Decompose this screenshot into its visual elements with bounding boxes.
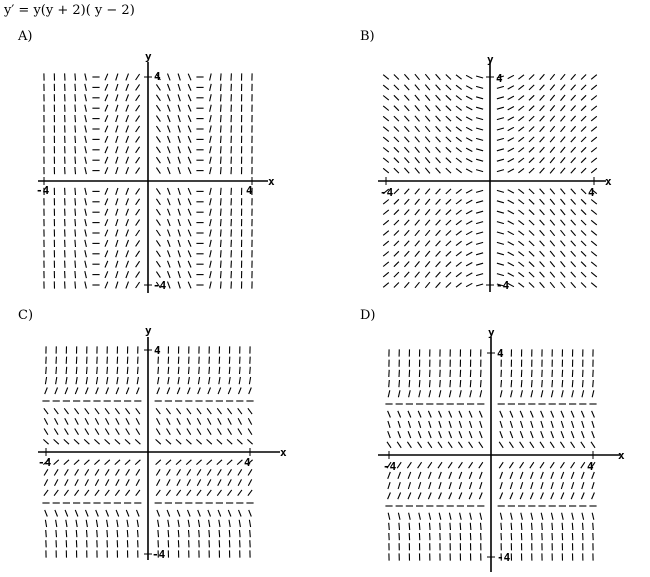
slope-segment [593, 380, 594, 387]
slope-segment [521, 390, 523, 397]
slope-segment [439, 493, 442, 500]
slope-segment [419, 523, 420, 530]
slope-segment [469, 411, 472, 418]
slope-segment [510, 493, 513, 500]
slope-segment [439, 431, 442, 438]
slope-segment [541, 513, 543, 520]
slope-segment [511, 390, 513, 397]
slope-segment [408, 431, 411, 438]
slope-segment [521, 523, 522, 530]
slope-segment [439, 472, 442, 479]
slope-segment [438, 442, 442, 448]
y-axis-label: y [145, 50, 152, 63]
slope-segment [510, 431, 513, 438]
slope-segment [550, 442, 554, 448]
slope-segment [551, 513, 553, 520]
slope-segment [592, 472, 595, 479]
slope-segment [500, 513, 502, 520]
slope-segment [470, 380, 471, 387]
slope-segment [530, 493, 533, 500]
slope-segment [398, 513, 400, 520]
x-min-label: -4 [36, 184, 50, 197]
slope-segment [389, 380, 390, 387]
slope-segment [409, 513, 411, 520]
slope-segment [439, 421, 441, 428]
slope-segment [582, 421, 584, 428]
y-max-label: 4 [154, 344, 161, 357]
slope-segment [530, 442, 534, 448]
x-axis-label: x [605, 175, 612, 188]
slope-segment [499, 462, 503, 468]
slope-segment [388, 390, 390, 397]
slope-segment [541, 390, 543, 397]
slope-segment [398, 493, 401, 500]
slope-segment [439, 513, 441, 520]
slope-segment [560, 442, 564, 448]
slope-segment [398, 411, 401, 418]
slope-segment [583, 523, 584, 530]
slope-segment [582, 390, 584, 397]
slope-segment [511, 513, 513, 520]
slope-segment [397, 462, 401, 468]
slope-segment [572, 380, 573, 387]
slope-segment [581, 493, 584, 500]
slope-segment [571, 442, 575, 448]
slope-segment [592, 482, 594, 489]
slope-segment [479, 411, 482, 418]
slope-segment [429, 482, 431, 489]
slope-segment [469, 462, 473, 468]
slope-segment [450, 523, 451, 530]
slope-segment [419, 482, 421, 489]
slope-segment [480, 421, 482, 428]
slope-segment [500, 431, 503, 438]
slope-segment [532, 380, 533, 387]
slope-segment [469, 472, 472, 479]
slope-segment [460, 513, 462, 520]
slope-segment [520, 442, 524, 448]
slope-segment [398, 482, 400, 489]
slope-segment [459, 482, 461, 489]
slope-segment [540, 442, 544, 448]
slope-segment [561, 431, 564, 438]
slope-segment [428, 411, 431, 418]
slope-segment [450, 380, 451, 387]
slope-segment [429, 513, 431, 520]
slope-segment [418, 462, 422, 468]
slope-segment [470, 390, 472, 397]
slope-segment [408, 493, 411, 500]
slope-segment [509, 442, 513, 448]
slope-segment [449, 482, 451, 489]
slope-segment [571, 411, 574, 418]
slope-segment [581, 411, 584, 418]
y-max-label: 4 [154, 70, 161, 83]
slope-segment [479, 442, 483, 448]
slope-segment [459, 421, 461, 428]
slope-segment [439, 482, 441, 489]
slope-segment [418, 493, 421, 500]
slope-segment [458, 462, 462, 468]
slope-segment [581, 462, 585, 468]
slope-segment [530, 462, 534, 468]
slope-segment [541, 472, 544, 479]
slope-segment [521, 421, 523, 428]
slope-segment [561, 472, 564, 479]
option-d-label[interactable]: D) [360, 308, 376, 323]
slope-segment [552, 380, 553, 387]
slope-segment [572, 482, 574, 489]
y-max-label: 4 [496, 72, 503, 85]
slope-segment [398, 421, 400, 428]
y-min-label: -4 [153, 279, 167, 292]
slope-segment [430, 380, 431, 387]
slope-segment [428, 462, 432, 468]
slope-segment [571, 493, 574, 500]
slope-segment [470, 513, 472, 520]
slope-segment [449, 493, 452, 500]
slope-segment [551, 493, 554, 500]
slope-segment [551, 431, 554, 438]
slope-segment [459, 411, 462, 418]
slope-segment [561, 493, 564, 500]
slope-segment [592, 431, 595, 438]
slope-segment [561, 421, 563, 428]
x-max-label: 4 [244, 456, 251, 469]
x-min-label: -4 [380, 186, 394, 199]
slope-segment [592, 513, 594, 520]
slope-segment [521, 482, 523, 489]
slope-segment [409, 523, 410, 530]
x-max-label: 4 [587, 460, 594, 473]
slope-segment [511, 523, 512, 530]
slope-segment [510, 421, 512, 428]
slope-segment [419, 390, 421, 397]
slope-segment [591, 442, 595, 448]
slope-segment [530, 411, 533, 418]
slope-segment [531, 513, 533, 520]
slope-segment [562, 380, 563, 387]
slope-segment [438, 462, 442, 468]
x-max-label: 4 [588, 186, 595, 199]
y-axis-label: y [488, 326, 495, 339]
slope-segment [439, 411, 442, 418]
slope-segment [520, 462, 524, 468]
slope-segment [388, 431, 391, 438]
slope-segment [542, 523, 543, 530]
slope-segment [511, 380, 512, 387]
x-axis-label: x [268, 175, 275, 188]
slope-segment [531, 472, 534, 479]
slope-segment [550, 462, 554, 468]
slope-segment [551, 421, 553, 428]
slope-segment [572, 513, 574, 520]
slope-segment [398, 390, 400, 397]
slope-segment [397, 442, 401, 448]
slope-segment [480, 390, 482, 397]
slope-segment [388, 472, 391, 479]
slope-segment [521, 380, 522, 387]
slope-segment [449, 411, 452, 418]
slope-segment [399, 380, 400, 387]
slope-segment [408, 482, 410, 489]
slope-segment [551, 472, 554, 479]
slope-segment [500, 390, 502, 397]
slope-segment [592, 411, 595, 418]
slope-segment [418, 442, 422, 448]
slope-segment [571, 431, 574, 438]
slope-segment [408, 411, 411, 418]
slope-segment [458, 442, 462, 448]
slope-segment [593, 523, 594, 530]
slope-segment [531, 482, 533, 489]
x-min-label: -4 [38, 456, 52, 469]
y-max-label: 4 [497, 347, 504, 360]
slope-segment [470, 421, 472, 428]
slope-segment [531, 421, 533, 428]
slope-segment [388, 411, 391, 418]
slope-segment [542, 380, 543, 387]
slope-segment [520, 493, 523, 500]
slope-segment [551, 482, 553, 489]
slope-segment [509, 462, 513, 468]
slope-segment [399, 523, 400, 530]
slope-segment [520, 431, 523, 438]
slope-segment [479, 493, 482, 500]
slope-segment [388, 513, 390, 520]
slope-segment [520, 411, 523, 418]
slope-segment [407, 462, 411, 468]
slope-segment [562, 513, 564, 520]
slope-segment [531, 390, 533, 397]
slope-segment [419, 380, 420, 387]
slope-segment [500, 493, 503, 500]
slope-segment [532, 523, 533, 530]
slope-segment [388, 421, 390, 428]
slope-segment [409, 390, 411, 397]
slope-segment [439, 390, 441, 397]
slope-segment [500, 411, 503, 418]
option-b-label[interactable]: B) [360, 29, 375, 44]
y-min-label: -4 [152, 548, 166, 561]
slope-segment [469, 442, 473, 448]
slope-segment [582, 513, 584, 520]
y-axis-label: y [145, 324, 152, 337]
slope-segment [571, 462, 575, 468]
slope-segment [407, 442, 411, 448]
slope-segment [408, 472, 411, 479]
slope-segment [592, 493, 595, 500]
slope-segment [469, 493, 472, 500]
slope-segment [510, 411, 513, 418]
slope-segment [582, 431, 585, 438]
slope-segment [479, 462, 483, 468]
slope-segment [429, 421, 431, 428]
slope-segment [562, 390, 564, 397]
slope-segment [430, 523, 431, 530]
slope-segment [419, 513, 421, 520]
x-axis-label: x [618, 449, 625, 462]
slope-segment [510, 472, 513, 479]
slope-segment [449, 390, 451, 397]
slope-segment [449, 431, 452, 438]
slope-segment [540, 462, 544, 468]
slope-segment [551, 390, 553, 397]
slope-segment [562, 523, 563, 530]
slope-segment [480, 482, 482, 489]
slope-segment [582, 482, 584, 489]
slope-segment [541, 431, 544, 438]
question-text: y′ = y(y + 2)( y − 2) [4, 3, 135, 18]
slope-segment [409, 380, 410, 387]
slope-segment [398, 431, 401, 438]
slope-segment [459, 493, 462, 500]
slope-segment [561, 482, 563, 489]
slope-segment [520, 472, 523, 479]
x-min-label: -4 [383, 460, 397, 473]
slope-segment [501, 523, 502, 530]
slope-segment [480, 513, 482, 520]
slope-segment [541, 482, 543, 489]
slope-segment [387, 442, 391, 448]
slope-segment [481, 380, 482, 387]
slope-segment [572, 390, 574, 397]
slope-segment [541, 493, 544, 500]
x-axis-label: x [280, 446, 287, 459]
y-axis-label: y [487, 53, 494, 66]
slope-segment [460, 390, 462, 397]
slope-segment [398, 472, 401, 479]
slope-segment [428, 493, 431, 500]
slope-segment [470, 482, 472, 489]
slope-segment [388, 493, 391, 500]
slope-segment [561, 411, 564, 418]
option-c-label[interactable]: C) [18, 308, 34, 323]
slope-segment [459, 472, 462, 479]
slope-segment [429, 472, 432, 479]
slope-segment [448, 462, 452, 468]
slope-segment [449, 421, 451, 428]
slope-segment [582, 472, 585, 479]
slope-segment [581, 442, 585, 448]
slope-segment [440, 523, 441, 530]
slope-segment [389, 523, 390, 530]
slope-segment [429, 431, 432, 438]
slope-segment [419, 421, 421, 428]
slope-segment [531, 431, 534, 438]
slope-segment [460, 523, 461, 530]
slope-segment [572, 421, 574, 428]
slope-segment [428, 442, 432, 448]
x-max-label: 4 [246, 184, 253, 197]
slope-segment [500, 421, 502, 428]
slope-segment [418, 411, 421, 418]
slope-segment [560, 462, 564, 468]
slope-segment [388, 482, 390, 489]
slope-segment [592, 421, 594, 428]
slope-segment [408, 421, 410, 428]
slope-segment [448, 442, 452, 448]
slope-segment [500, 482, 502, 489]
slope-segment [449, 472, 452, 479]
slope-segment [541, 411, 544, 418]
slope-segment [583, 380, 584, 387]
slope-segment [459, 431, 462, 438]
slope-segment [429, 390, 431, 397]
slope-segment [418, 431, 421, 438]
option-a-label[interactable]: A) [18, 29, 33, 44]
slope-segment [500, 472, 503, 479]
y-min-label: -4 [496, 279, 510, 292]
slope-segment [470, 523, 471, 530]
slope-segment [551, 411, 554, 418]
slope-segment [572, 523, 573, 530]
slope-segment [510, 482, 512, 489]
slope-segment [469, 431, 472, 438]
y-min-label: -4 [497, 551, 511, 564]
slope-segment [521, 513, 523, 520]
slope-segment [480, 431, 483, 438]
slope-segment [460, 380, 461, 387]
slope-segment [481, 523, 482, 530]
slope-segment [440, 380, 441, 387]
slope-segment [592, 390, 594, 397]
slope-segment [499, 442, 503, 448]
slope-segment [541, 421, 543, 428]
slope-segment [449, 513, 451, 520]
slope-segment [571, 472, 574, 479]
slope-segment [552, 523, 553, 530]
slope-segment [501, 380, 502, 387]
slope-segment [480, 472, 483, 479]
slope-segment [418, 472, 421, 479]
